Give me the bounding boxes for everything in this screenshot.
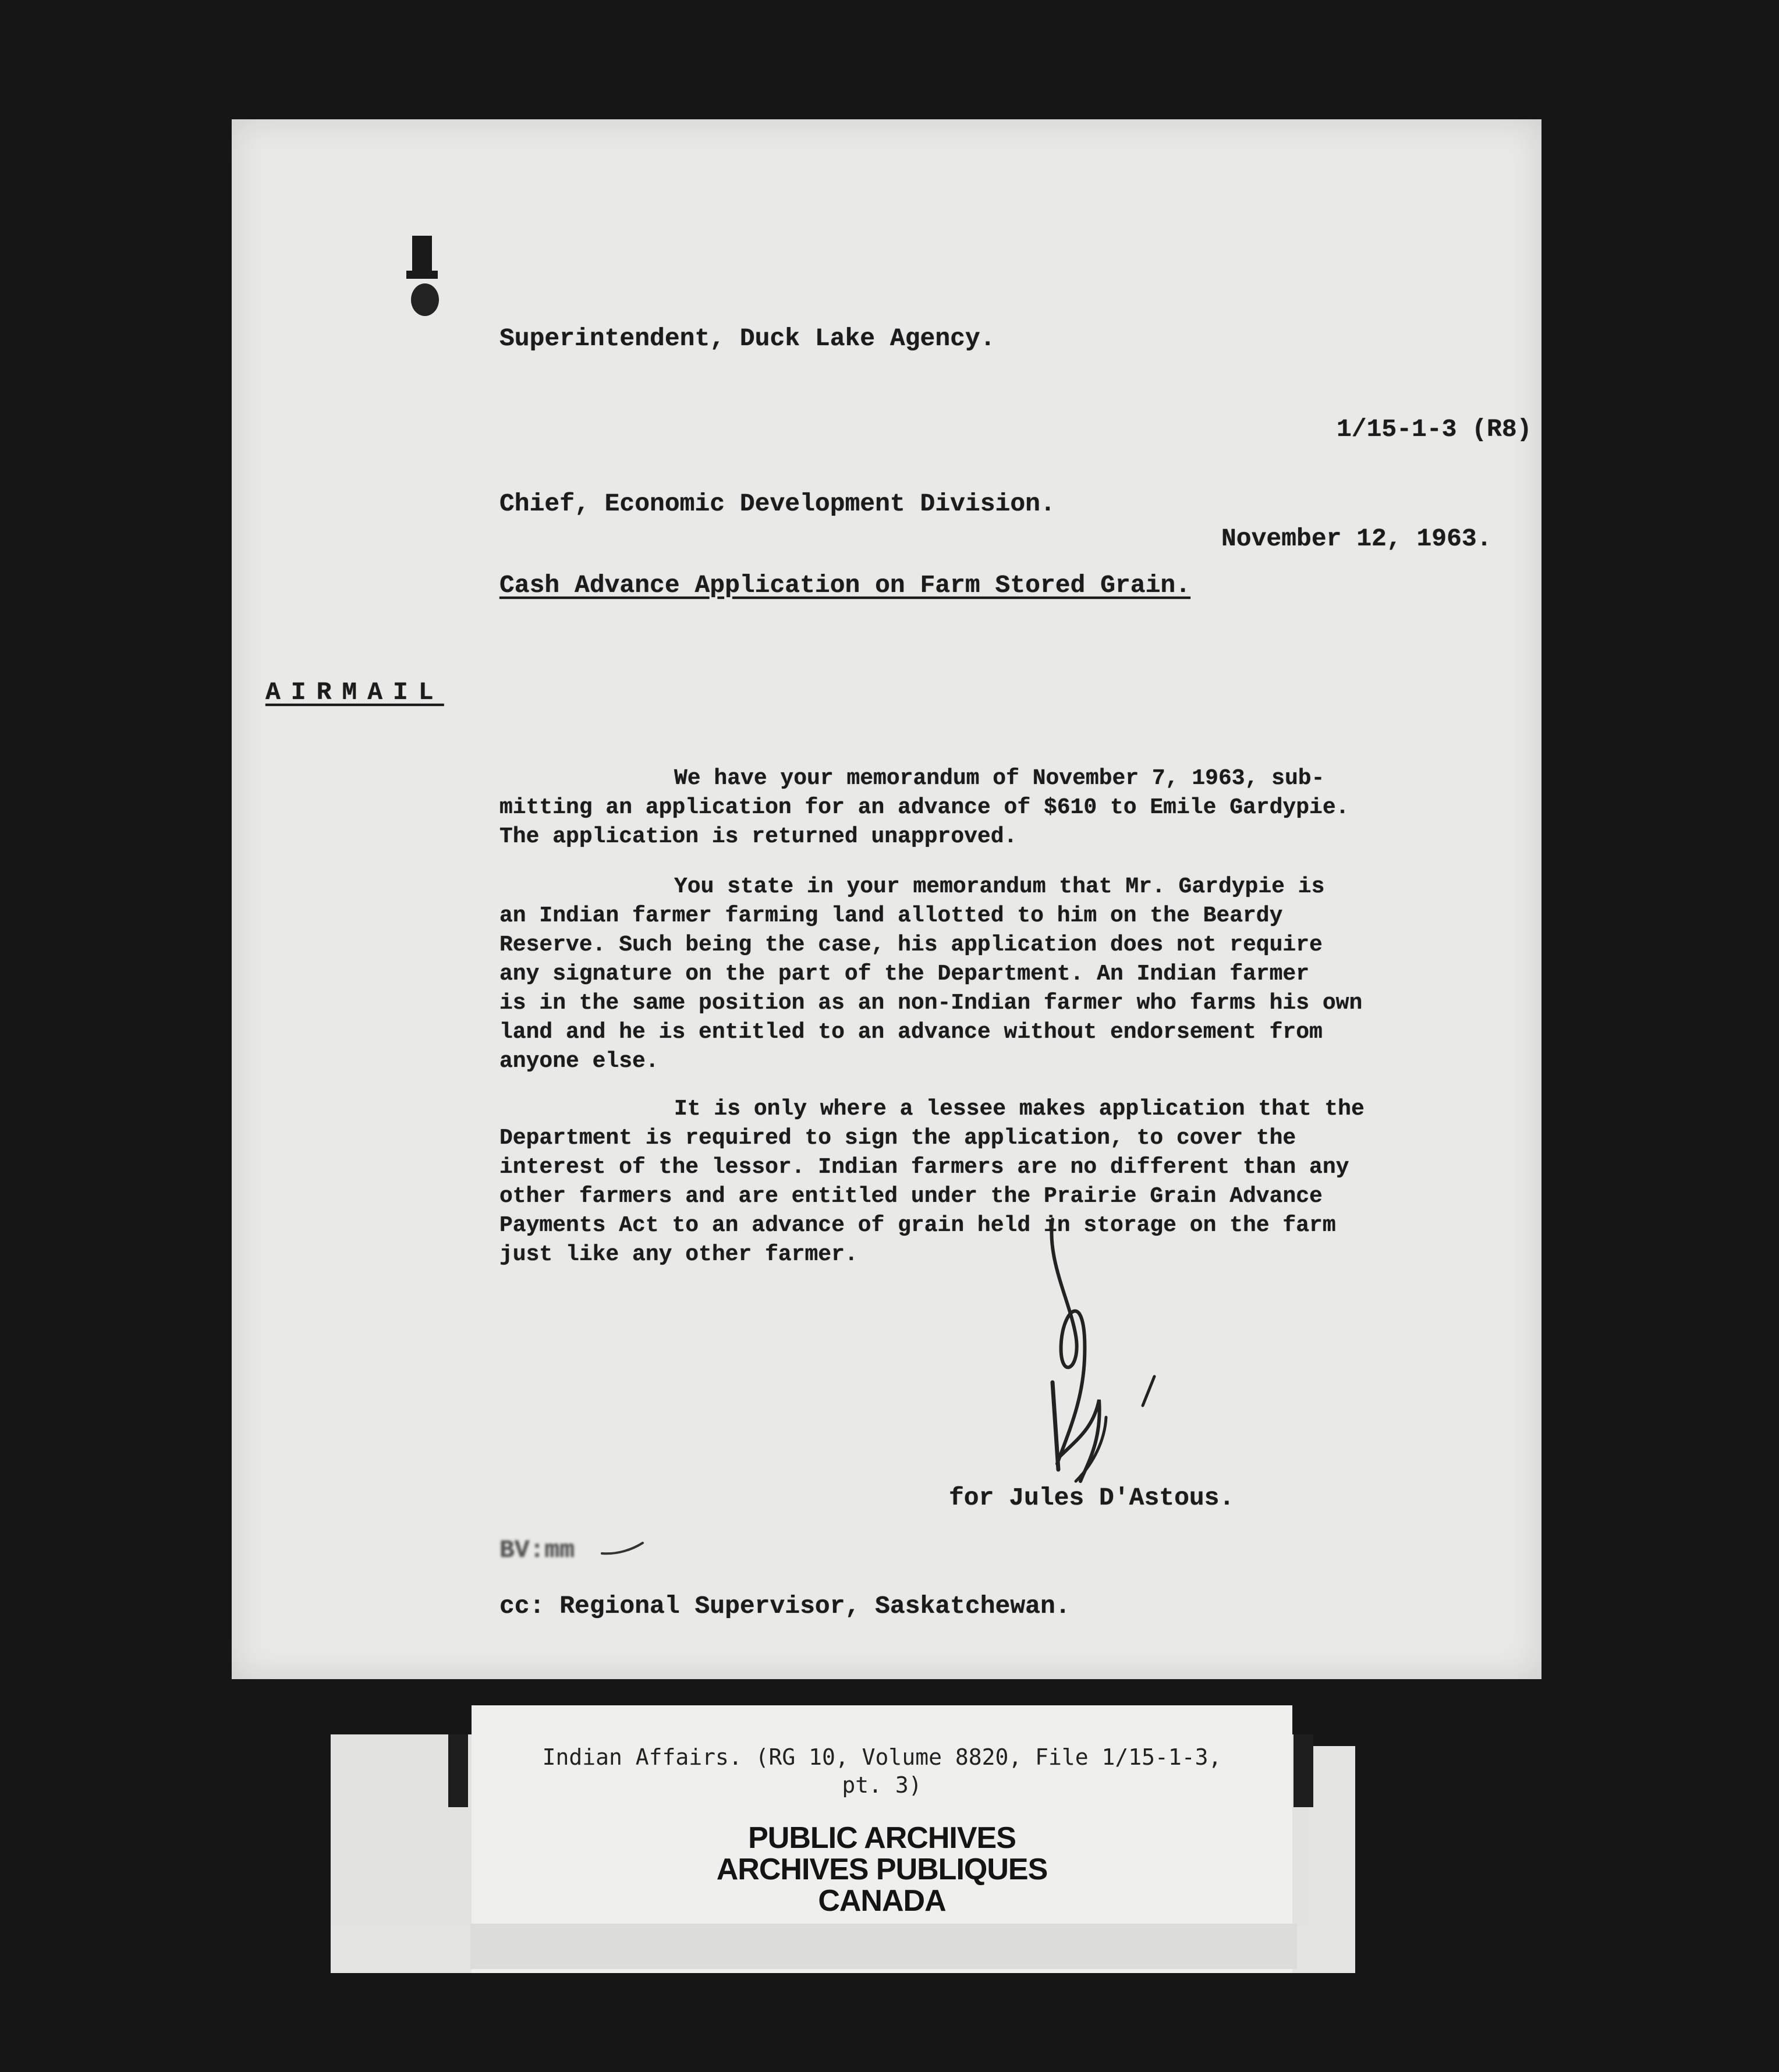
- paragraph-line: land and he is entitled to an advance without endorsement from: [499, 1020, 1323, 1045]
- memo-subject: Cash Advance Application on Farm Stored Grain.: [499, 571, 1190, 599]
- paragraph-line: other farmers and are entitled under the Prairie Grain Advance: [499, 1184, 1323, 1209]
- paragraph-line: Department is required to sign the application, to cover the: [499, 1126, 1296, 1151]
- paragraph-line: Payments Act to an advance of grain held in storage on the farm: [499, 1213, 1336, 1238]
- citation-line-2: pt. 3): [842, 1772, 922, 1798]
- file-stamp-mark: [406, 236, 441, 317]
- signature-line: for Jules D'Astous.: [949, 1484, 1235, 1512]
- paragraph-2: [499, 872, 1408, 1076]
- paragraph-line: Reserve. Such being the case, his application does not require: [499, 932, 1323, 957]
- archives-country: CANADA: [818, 1884, 946, 1918]
- paragraph-line: interest of the lessor. Indian farmers are no different than any: [499, 1155, 1349, 1180]
- archive-citation: [472, 1743, 1292, 1799]
- paragraph-line: an Indian farmer farming land allotted to him on the Beardy: [499, 903, 1283, 928]
- archives-name-en: PUBLIC ARCHIVES: [748, 1821, 1016, 1855]
- paragraph-line: anyone else.: [499, 1049, 659, 1074]
- paragraph-line: any signature on the part of the Department. An Indian farmer: [499, 962, 1310, 987]
- archives-name-fr: ARCHIVES PUBLIQUES: [716, 1853, 1048, 1886]
- citation-line-1: Indian Affairs. (RG 10, Volume 8820, File 1/15-1-3,: [542, 1744, 1222, 1770]
- delivery-method: AIRMAIL: [265, 678, 444, 707]
- paragraph-line: The application is returned unapproved.: [499, 824, 1018, 849]
- file-number: 1/15-1-3 (R8): [1337, 415, 1532, 444]
- paragraph-line: We have your memorandum of November 7, 1963, sub-: [674, 766, 1325, 791]
- label-clip-right: [1294, 1734, 1313, 1807]
- sender-line: Chief, Economic Development Division.: [499, 489, 1055, 518]
- pen-mark: [600, 1539, 646, 1557]
- label-clip-left: [448, 1734, 468, 1807]
- paragraph-line: mitting an application for an advance of $610 to Emile Gardypie.: [499, 795, 1349, 820]
- recipient-line: Superintendent, Duck Lake Agency.: [499, 324, 995, 353]
- paragraph-line: is in the same position as an non-Indian farmer who farms his own: [499, 991, 1363, 1016]
- cc-line: cc: Regional Supervisor, Saskatchewan.: [499, 1592, 1071, 1620]
- memo-page: [232, 119, 1541, 1679]
- archive-label-strip: [470, 1924, 1297, 1969]
- paragraph-line: It is only where a lessee makes application that the: [674, 1097, 1365, 1122]
- typist-initials: BV:mm: [499, 1536, 575, 1564]
- handwritten-signature: [1035, 1208, 1175, 1510]
- paragraph-3: [499, 1095, 1408, 1269]
- paragraph-line: You state in your memorandum that Mr. Gardypie is: [674, 874, 1325, 899]
- memo-date: November 12, 1963.: [1221, 524, 1492, 553]
- paragraph-1: [499, 764, 1408, 851]
- paragraph-line: just like any other farmer.: [499, 1242, 858, 1267]
